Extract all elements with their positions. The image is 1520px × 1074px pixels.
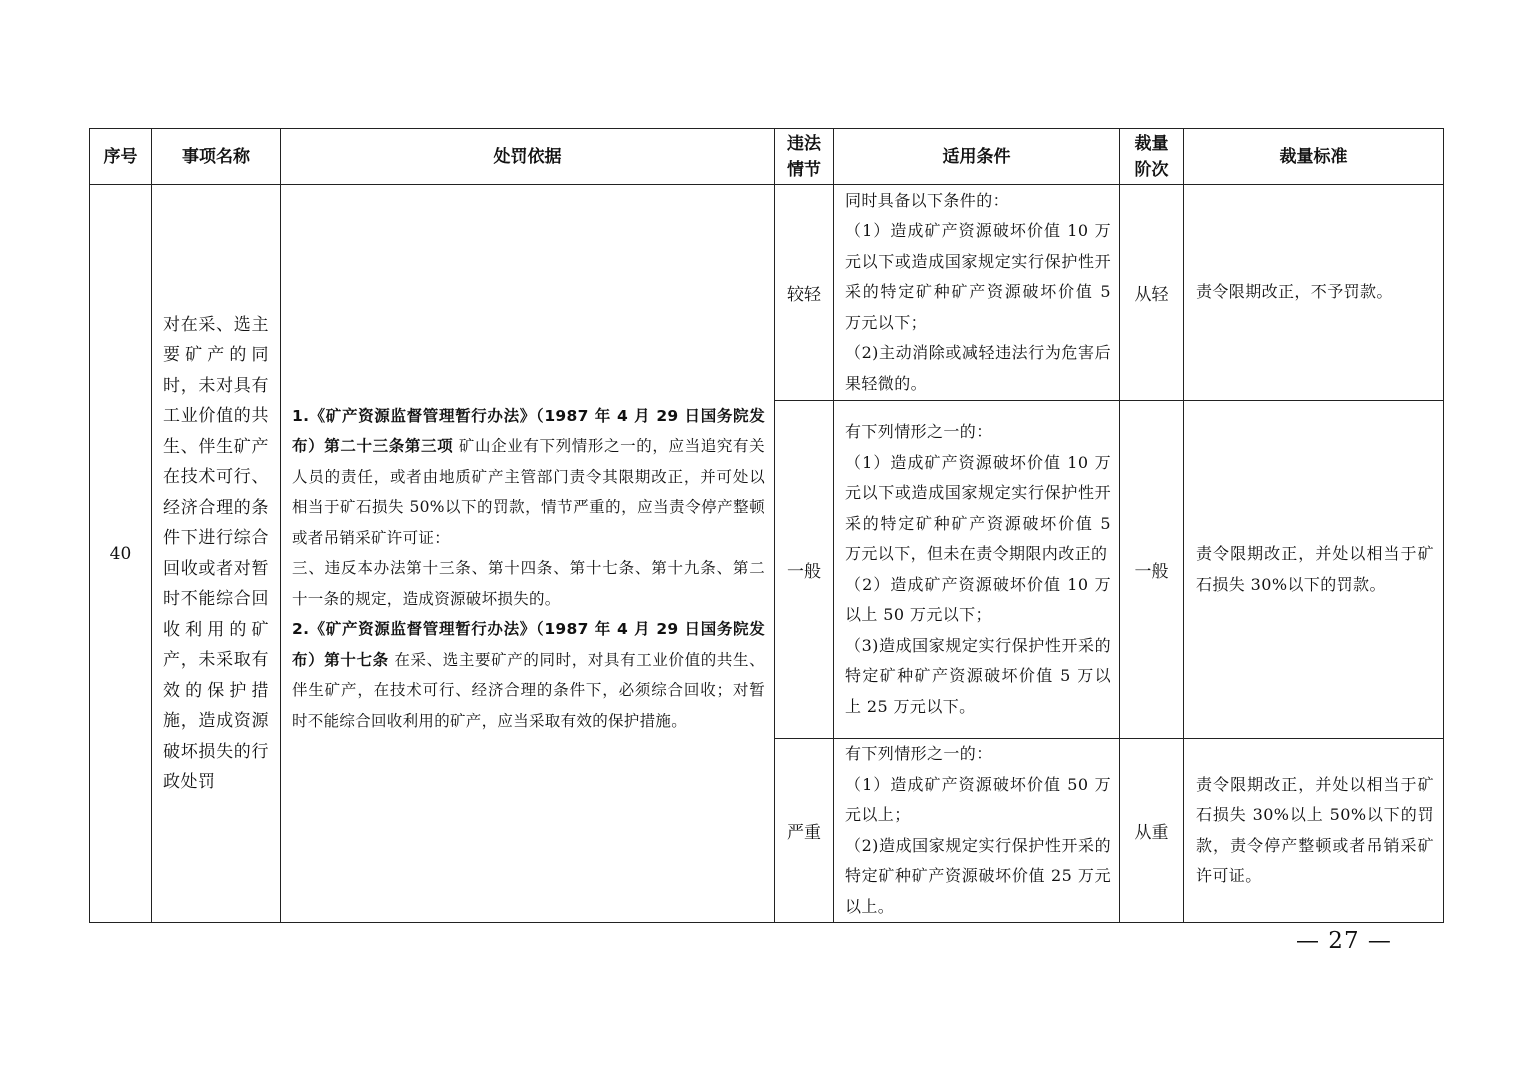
level-light: 从轻 [1120, 185, 1184, 401]
condition-serious-line: （2)造成国家规定实行保护性开采的特定矿种矿产资源破坏价值 25 万元以上。 [845, 835, 1111, 916]
condition-light-line: （1）造成矿产资源破坏价值 10 万元以下或造成国家规定实行保护性开采的特定矿种矿产资源破坏价值 5 万元以下； [845, 221, 1111, 332]
condition-serious [834, 739, 1120, 923]
circumstance-general: 一般 [775, 401, 834, 739]
condition-general-line: （2）造成矿产资源破坏价值 10 万以上 50 万元以下； [845, 574, 1111, 624]
level-general: 一般 [1120, 401, 1184, 739]
condition-serious-line: 有下列情形之一的： [845, 744, 993, 763]
header-no: 序号 [90, 129, 152, 185]
page-number: — 27 — [1296, 928, 1392, 954]
standard-serious: 责令限期改正，并处以相当于矿石损失 30%以上 50%以下的罚款，责令停产整顿或者吊销采矿许可证。 [1184, 739, 1444, 923]
condition-light-line: （2)主动消除或减轻违法行为危害后果轻微的。 [845, 343, 1111, 393]
basis-2-text: 在采、选主要矿产的同时，对具有工业价值的共生、伴生矿产，在技术可行、经济合理的条件下，必须综合回收；对暂时不能综合回收利用的矿产，应当采取有效的保护措施。 [292, 650, 765, 730]
header-level: 裁量 阶次 [1120, 129, 1184, 185]
discretion-table [89, 128, 1444, 923]
header-name: 事项名称 [152, 129, 281, 185]
basis-1-text: 矿山企业有下列情形之一的，应当追究有关人员的责任，或者由地质矿产主管部门责令其限期改正，并可处以相当于矿石损失 50%以下的罚款，情节严重的，应当责令停产整顿或者吊销采矿许可证： [292, 437, 765, 547]
condition-serious-line: （1）造成矿产资源破坏价值 50 万元以上； [845, 774, 1111, 824]
condition-light [834, 185, 1120, 401]
circumstance-light: 较轻 [775, 185, 834, 401]
standard-light: 责令限期改正，不予罚款。 [1184, 185, 1444, 401]
circumstance-serious: 严重 [775, 739, 834, 923]
header-circumstance: 违法 情节 [775, 129, 834, 185]
header-row [90, 129, 1444, 185]
basis-2-title: 2.《矿产资源监督管理暂行办法》（1987 年 4 月 29 日国务院发布）第十七条 [292, 620, 765, 669]
item-name: 对在采、选主要矿产的同时，未对具有工业价值的共生、伴生矿产在技术可行、经济合理的条件下进行综合回收或者对暂时不能综合回收利用的矿产，未采取有效的保护措施，造成资源破坏损失的行政处罚 [152, 185, 281, 923]
condition-general-line: （1）造成矿产资源破坏价值 10 万元以下或造成国家规定实行保护性开采的特定矿种矿产资源破坏价值 5 万元以下，但未在责令期限内改正的 [845, 452, 1111, 563]
condition-general-line: 有下列情形之一的： [845, 422, 993, 441]
condition-general [834, 401, 1120, 739]
condition-light-line: 同时具备以下条件的： [845, 190, 1010, 210]
penalty-basis [281, 185, 775, 923]
header-basis: 处罚依据 [281, 129, 775, 185]
header-standard: 裁量标准 [1184, 129, 1444, 185]
standard-general: 责令限期改正，并处以相当于矿石损失 30%以下的罚款。 [1184, 401, 1444, 739]
item-number: 40 [90, 185, 152, 923]
basis-1-item: 三、违反本办法第十三条、第十四条、第十七条、第十九条、第二十一条的规定，造成资源破坏损失的。 [292, 559, 765, 608]
basis-1-title: 1.《矿产资源监督管理暂行办法》（1987 年 4 月 29 日国务院发布）第二十三条第三项 [292, 406, 765, 456]
level-serious: 从重 [1120, 739, 1184, 923]
table-row [90, 185, 1444, 401]
header-condition: 适用条件 [834, 129, 1120, 185]
condition-general-line: （3)造成国家规定实行保护性开采的特定矿种矿产资源破坏价值 5 万以上 25 万元以下。 [845, 635, 1111, 716]
